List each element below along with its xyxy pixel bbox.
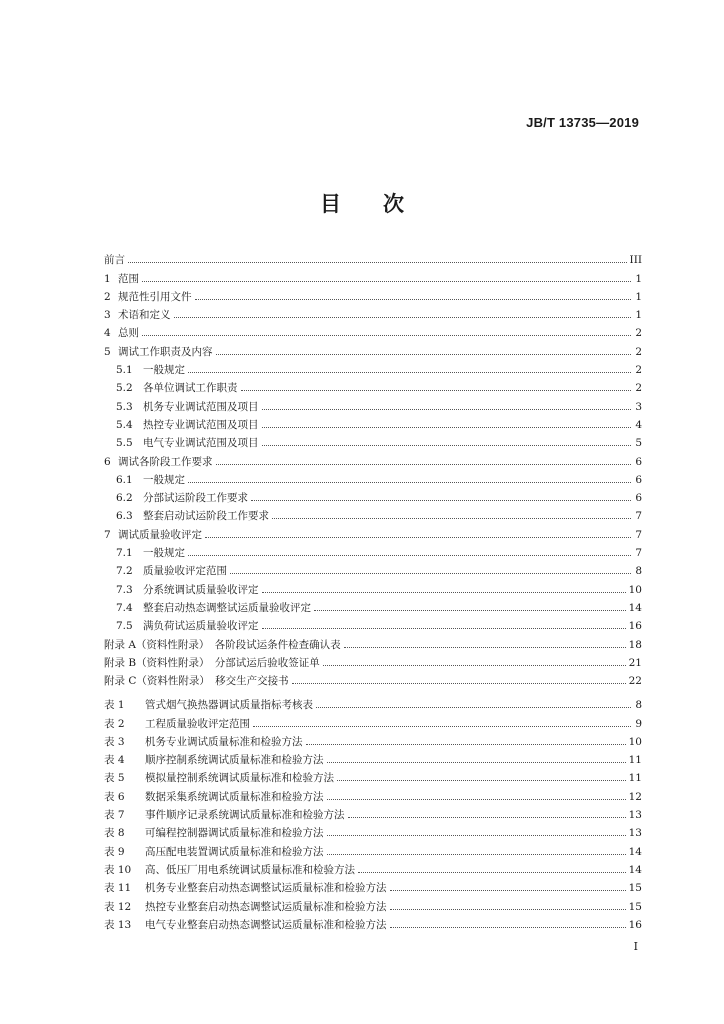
toc-entry-page: 4: [635, 418, 642, 431]
dot-leader: [142, 280, 631, 282]
toc-title-char: 次: [383, 192, 404, 216]
toc-entry-page: 13: [628, 827, 642, 840]
toc-entry-page: 16: [628, 620, 642, 633]
toc-entry-page: 12: [628, 790, 642, 803]
dot-leader: [327, 798, 626, 800]
toc-entry-number: 5.3: [116, 400, 133, 413]
toc-entry-title: 调试各阶段工作要求: [118, 455, 213, 468]
dot-leader: [230, 572, 631, 574]
toc-entry[interactable]: [104, 693, 642, 711]
dot-leader: [262, 627, 626, 629]
toc-entry-page: 2: [635, 382, 642, 395]
toc-entry-page: 2: [635, 364, 642, 377]
toc-entry-number: 7.4: [116, 601, 133, 614]
toc-entry-page: 6: [635, 492, 642, 505]
toc-entry-number: 7.2: [116, 565, 133, 578]
toc-entry-number: 表 12: [104, 900, 132, 913]
dot-leader: [390, 926, 626, 928]
toc-entry-number: 1: [104, 272, 111, 285]
toc-entry-title: 管式烟气换热器调试质量指标考核表: [145, 699, 313, 712]
toc-entry-page: III: [629, 254, 642, 267]
toc-entry[interactable]: [104, 876, 642, 894]
toc-entry-number: 7.3: [116, 583, 133, 596]
toc-entry-number: 附录 B: [104, 656, 137, 669]
toc-entry-number: 附录 C: [104, 675, 137, 688]
toc-entry-number: 表 6: [104, 790, 125, 803]
toc-entry-title: 工程质量验收评定范围: [145, 717, 250, 730]
toc-entry-page: 3: [635, 400, 642, 413]
dot-leader: [316, 706, 631, 708]
toc-entry-title: 一般规定: [143, 547, 185, 560]
toc-entry[interactable]: [104, 858, 642, 876]
toc-entry[interactable]: [104, 303, 642, 321]
page-number: I: [633, 940, 638, 953]
toc-entry[interactable]: [104, 577, 642, 595]
toc-entry-page: 10: [628, 735, 642, 748]
toc-entry-title: 整套启动热态调整试运质量验收评定: [143, 601, 311, 614]
toc-entry-page: 15: [628, 882, 642, 895]
toc-entry-title: 调试工作职责及内容: [118, 345, 213, 358]
toc-entry[interactable]: [104, 894, 642, 912]
dot-leader: [390, 889, 626, 891]
toc-entry[interactable]: [104, 431, 642, 449]
toc-entry-number: 5.5: [116, 437, 133, 450]
toc-title: [0, 188, 724, 218]
toc-entry-number: 表 13: [104, 918, 132, 931]
toc-entry[interactable]: [104, 522, 642, 540]
toc-list: [104, 248, 642, 687]
dot-leader: [262, 444, 632, 446]
dot-leader: [195, 298, 632, 300]
toc-entry-number: 6.2: [116, 492, 133, 505]
toc-entry-title: 机务专业调试质量标准和检验方法: [145, 735, 303, 748]
toc-entry-page: 8: [635, 565, 642, 578]
toc-entry[interactable]: [104, 711, 642, 729]
toc-entry[interactable]: [104, 614, 642, 632]
dot-leader: [344, 646, 626, 648]
toc-entry[interactable]: [104, 541, 642, 559]
toc-entry-number: 5.4: [116, 418, 133, 431]
toc-entry-number: 表 5: [104, 772, 125, 785]
dot-leader: [241, 389, 632, 391]
toc-entry-number: 表 4: [104, 754, 125, 767]
dot-leader: [128, 261, 627, 263]
toc-entry-title: 电气专业整套启动热态调整试运质量标准和检验方法: [145, 918, 387, 931]
toc-entry-page: 13: [628, 809, 642, 822]
toc-entry[interactable]: [104, 449, 642, 467]
dot-leader: [314, 609, 626, 611]
dot-leader: [216, 353, 632, 355]
toc-entry-number: 7.1: [116, 547, 133, 560]
toc-entry-title: 调试质量验收评定: [118, 528, 202, 541]
toc-entry[interactable]: [104, 468, 642, 486]
toc-entry[interactable]: [104, 248, 642, 266]
toc-entry-page: 7: [635, 510, 642, 523]
toc-entry-page: 6: [635, 455, 642, 468]
toc-entry-page: 14: [628, 863, 642, 876]
dot-leader: [390, 908, 626, 910]
toc-entry[interactable]: [104, 651, 642, 669]
toc-entry[interactable]: [104, 821, 642, 839]
dot-leader: [188, 481, 631, 483]
toc-entry-page: 15: [628, 900, 642, 913]
toc-entry-number: 表 11: [104, 882, 132, 895]
toc-entry-number: 7.5: [116, 620, 133, 633]
toc-entry-title: 机务专业整套启动热态调整试运质量标准和检验方法: [145, 882, 387, 895]
toc-entry[interactable]: [104, 321, 642, 339]
toc-entry-page: 22: [628, 675, 642, 688]
toc-entry[interactable]: [104, 913, 642, 931]
toc-entry-page: 14: [628, 601, 642, 614]
toc-entry-title: 总则: [118, 327, 139, 340]
toc-entry-title: 事件顺序记录系统调试质量标准和检验方法: [145, 809, 345, 822]
toc-entry[interactable]: [104, 669, 642, 687]
dot-leader: [205, 536, 631, 538]
dot-leader: [142, 334, 631, 336]
dot-leader: [262, 591, 626, 593]
toc-entry-title: 一般规定: [143, 473, 185, 486]
toc-entry-number: 附录 A: [104, 638, 136, 651]
dot-leader: [262, 426, 632, 428]
toc-entry-title: 高压配电装置调试质量标准和检验方法: [145, 845, 324, 858]
toc-entry-page: 1: [635, 272, 642, 285]
toc-entry-page: 7: [635, 547, 642, 560]
toc-entry-number: 5: [104, 345, 111, 358]
dot-leader: [188, 371, 631, 373]
dot-leader: [174, 316, 632, 318]
toc-entry-page: 6: [635, 473, 642, 486]
toc-entry-page: 14: [628, 845, 642, 858]
toc-entry-page: 11: [628, 772, 642, 785]
toc-entry-title: （资料性附录） 移交生产交接书: [136, 675, 289, 688]
toc-entry-title: 模拟量控制系统调试质量标准和检验方法: [145, 772, 334, 785]
toc-entry-title: 各单位调试工作职责: [143, 382, 238, 395]
toc-entry[interactable]: [104, 839, 642, 857]
toc-title-char: 目: [320, 192, 341, 216]
dot-leader: [323, 664, 626, 666]
dot-leader: [216, 463, 632, 465]
dot-leader: [292, 682, 626, 684]
toc-entry[interactable]: [104, 285, 642, 303]
dot-leader: [262, 408, 632, 410]
toc-entry-number: 5.2: [116, 382, 133, 395]
toc-entry[interactable]: [104, 504, 642, 522]
toc-entry[interactable]: [104, 748, 642, 766]
toc-entry-number: 2: [104, 290, 111, 303]
toc-entry-title: 机务专业调试范围及项目: [143, 400, 259, 413]
toc-entry-page: 21: [628, 656, 642, 669]
toc-entry[interactable]: [104, 486, 642, 504]
dot-leader: [337, 779, 626, 781]
toc-entry-number: 表 1: [104, 699, 125, 712]
toc-entry[interactable]: [104, 376, 642, 394]
toc-entry[interactable]: [104, 766, 642, 784]
dot-leader: [327, 853, 626, 855]
dot-leader: [272, 517, 631, 519]
toc-entry[interactable]: [104, 596, 642, 614]
toc-entry-number: 表 10: [104, 863, 132, 876]
toc-entry-title: 顺序控制系统调试质量标准和检验方法: [145, 754, 324, 767]
toc-entry[interactable]: [104, 730, 642, 748]
toc-entry-page: 9: [635, 717, 642, 730]
toc-entry-title: （资料性附录） 分部试运后验收签证单: [136, 656, 320, 669]
table-list: [104, 693, 642, 931]
toc-entry[interactable]: [104, 413, 642, 431]
toc-entry-number: 5.1: [116, 364, 133, 377]
toc-entry-title: 热控专业整套启动热态调整试运质量标准和检验方法: [145, 900, 387, 913]
toc-entry-title: 数据采集系统调试质量标准和检验方法: [145, 790, 324, 803]
toc-entry-page: 11: [628, 754, 642, 767]
toc-entry-page: 1: [635, 290, 642, 303]
toc-entry-number: 表 7: [104, 809, 125, 822]
toc-entry-page: 2: [635, 345, 642, 358]
toc-entry-page: 7: [635, 528, 642, 541]
toc-entry-page: 5: [635, 437, 642, 450]
toc-entry-number: 表 3: [104, 735, 125, 748]
toc-entry-title: 电气专业调试范围及项目: [143, 437, 259, 450]
toc-entry-page: 18: [628, 638, 642, 651]
toc-entry[interactable]: [104, 632, 642, 650]
toc-entry-title: 质量验收评定范围: [143, 565, 227, 578]
toc-entry-number: 3: [104, 309, 111, 322]
toc-entry-title: 整套启动试运阶段工作要求: [143, 510, 269, 523]
toc-entry-number: 4: [104, 327, 111, 340]
toc-entry[interactable]: [104, 266, 642, 284]
dot-leader: [358, 871, 626, 873]
toc-entry[interactable]: [104, 559, 642, 577]
toc-entry-page: 8: [635, 699, 642, 712]
toc-entry-title: 高、低压厂用电系统调试质量标准和检验方法: [145, 863, 355, 876]
toc-entry-title: 前言: [104, 254, 125, 267]
toc-entry-title: 分系统调试质量验收评定: [143, 583, 259, 596]
dot-leader: [327, 761, 626, 763]
dot-leader: [253, 725, 631, 727]
toc-entry-number: 6.1: [116, 473, 133, 486]
standard-code: JB/T 13735—2019: [526, 115, 639, 130]
toc-entry-title: 可编程控制器调试质量标准和检验方法: [145, 827, 324, 840]
toc-entry[interactable]: [104, 394, 642, 412]
toc-entry-title: 满负荷试运质量验收评定: [143, 620, 259, 633]
toc-entry-page: 1: [635, 309, 642, 322]
toc-entry-number: 表 9: [104, 845, 125, 858]
toc-entry[interactable]: [104, 339, 642, 357]
toc-entry-page: 16: [628, 918, 642, 931]
toc-entry[interactable]: [104, 803, 642, 821]
toc-entry-number: 7: [104, 528, 111, 541]
toc-entry-number: 表 8: [104, 827, 125, 840]
toc-entry-title: 术语和定义: [118, 309, 171, 322]
dot-leader: [348, 816, 626, 818]
toc-entry-title: 范围: [118, 272, 139, 285]
toc-entry-number: 6: [104, 455, 111, 468]
toc-entry-number: 6.3: [116, 510, 133, 523]
dot-leader: [306, 743, 626, 745]
toc-entry-title: 规范性引用文件: [118, 290, 192, 303]
toc-entry-page: 2: [635, 327, 642, 340]
toc-entry-title: 一般规定: [143, 364, 185, 377]
toc-entry[interactable]: [104, 784, 642, 802]
dot-leader: [327, 834, 626, 836]
toc-entry[interactable]: [104, 358, 642, 376]
toc-entry-number: 表 2: [104, 717, 125, 730]
toc-entry-title: 分部试运阶段工作要求: [143, 492, 248, 505]
toc-entry-title: （资料性附录） 各阶段试运条件检查确认表: [135, 638, 341, 651]
toc-entry-page: 10: [628, 583, 642, 596]
dot-leader: [251, 499, 631, 501]
dot-leader: [188, 554, 631, 556]
toc-entry-title: 热控专业调试范围及项目: [143, 418, 259, 431]
